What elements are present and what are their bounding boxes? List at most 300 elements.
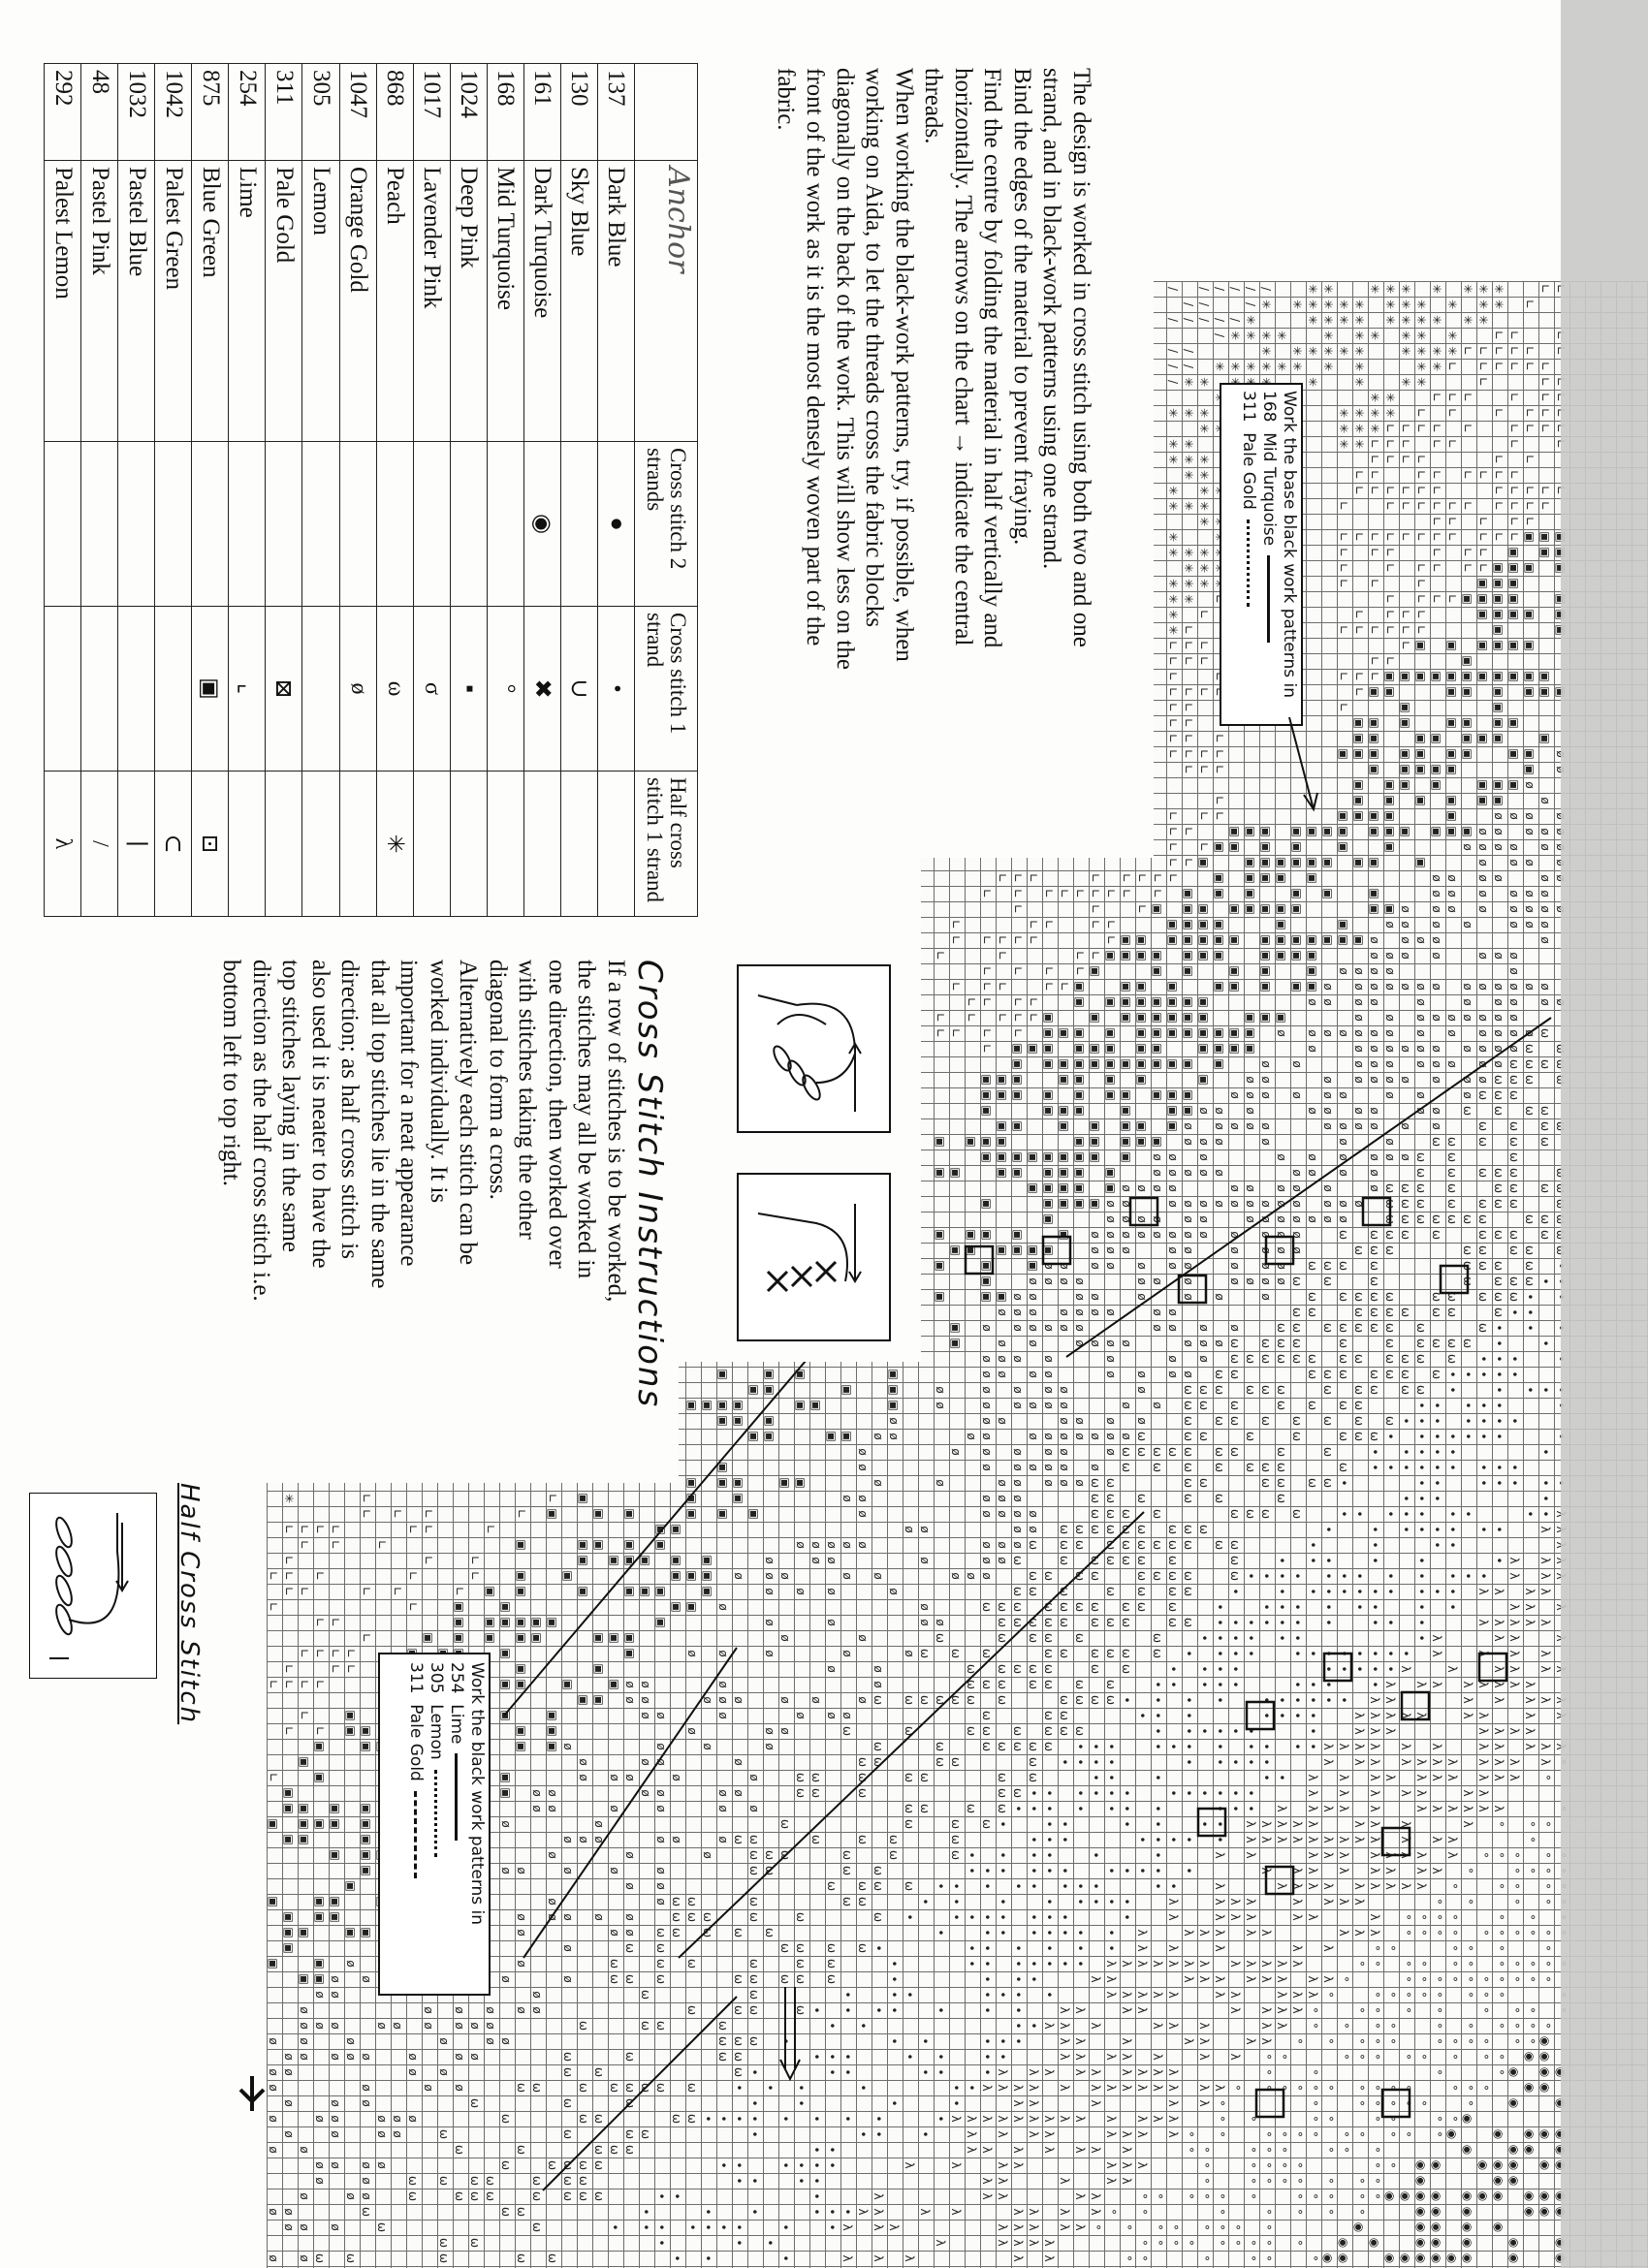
chart-stitch-symbol: ▣: [716, 1415, 730, 1427]
chart-stitch-symbol: ø: [1414, 1091, 1428, 1099]
chart-stitch-symbol: ω: [1182, 1415, 1195, 1427]
chart-stitch-symbol: •: [1306, 1681, 1319, 1688]
chart-stitch-symbol: ▣: [1492, 702, 1505, 713]
chart-stitch-symbol: ø: [778, 1634, 792, 1642]
chart-stitch-symbol: ø: [1321, 1076, 1335, 1084]
chart-stitch-symbol: ∟: [1430, 531, 1443, 543]
chart-stitch-symbol: ∟: [1492, 407, 1505, 419]
chart-stitch-symbol: °: [1492, 1852, 1505, 1858]
chart-stitch-symbol: ✳: [1166, 438, 1180, 450]
chart-stitch-symbol: ∟: [1368, 469, 1381, 481]
chart-stitch-symbol: ✳: [1321, 314, 1335, 326]
chart-stitch-symbol: ▣: [1027, 1182, 1040, 1194]
chart-stitch-symbol: ω: [515, 2252, 528, 2264]
chart-stitch-symbol: ▣: [1011, 1151, 1025, 1163]
chart-stitch-symbol: ◉: [1383, 2252, 1397, 2264]
chart-stitch-symbol: •: [1414, 1603, 1428, 1611]
chart-stitch-symbol: ∟: [1352, 485, 1366, 496]
chart-stitch-symbol: ▣: [1104, 996, 1118, 1008]
chart-stitch-symbol: ∟: [391, 1508, 404, 1520]
chart-stitch-symbol: ø: [1461, 1045, 1474, 1053]
chart-stitch-symbol: •: [996, 1898, 1009, 1906]
chart-stitch-symbol: ω: [1507, 1151, 1521, 1163]
chart-stitch-symbol: •: [1011, 2022, 1025, 2030]
chart-stitch-symbol: ∟: [1182, 764, 1195, 775]
chart-stitch-symbol: ω: [1042, 1648, 1056, 1659]
chart-stitch-symbol: °: [1383, 2162, 1397, 2168]
chart-stitch-symbol: ø: [701, 1743, 714, 1750]
chart-stitch-symbol: °: [1461, 1961, 1474, 1967]
chart-stitch-symbol: ▣: [1011, 1058, 1025, 1070]
chart-stitch-symbol: ◉: [1507, 2252, 1521, 2264]
chart-stitch-symbol: ∟: [1445, 407, 1459, 419]
chart-stitch-symbol: ▣: [965, 1229, 978, 1241]
chart-stitch-symbol: λ: [1306, 1975, 1319, 1983]
chart-stitch-symbol: •: [1027, 1913, 1040, 1921]
chart-stitch-symbol: •: [887, 2006, 901, 2014]
chart-stitch-symbol: •: [1290, 1634, 1304, 1642]
chart-stitch-symbol: ø: [1197, 1169, 1211, 1177]
chart-stitch-symbol: •: [1213, 1665, 1226, 1673]
chart-stitch-symbol: •: [1492, 1324, 1505, 1332]
chart-stitch-symbol: •: [1151, 1836, 1164, 1843]
chart-stitch-symbol: ∟: [422, 1524, 435, 1535]
chart-stitch-symbol: ø: [1476, 1029, 1490, 1037]
chart-stitch-symbol: •: [934, 1882, 947, 1890]
chart-stitch-symbol: •: [825, 2161, 839, 2169]
chart-stitch-symbol: ø: [1275, 1215, 1288, 1223]
chart-stitch-symbol: •: [1259, 1743, 1273, 1750]
chart-stitch-symbol: ▣: [1135, 1027, 1149, 1039]
chart-stitch-symbol: ▣: [1368, 857, 1381, 868]
chart-stitch-symbol: •: [1383, 1619, 1397, 1626]
chart-stitch-symbol: •: [980, 1882, 994, 1890]
chart-stitch-symbol: λ: [1476, 1681, 1490, 1688]
symbol-cross2: [192, 442, 229, 607]
chart-stitch-symbol: ω: [1492, 1182, 1505, 1194]
chart-stitch-symbol: ω: [484, 2190, 497, 2202]
chart-stitch-symbol: ◉: [1430, 2159, 1443, 2171]
chart-stitch-symbol: ✳: [1166, 578, 1180, 589]
chart-stitch-symbol: •: [1197, 1820, 1211, 1828]
chart-stitch-symbol: ▣: [1213, 872, 1226, 884]
chart-stitch-symbol: °: [1399, 2100, 1412, 2106]
chart-stitch-symbol: ø: [360, 2099, 373, 2107]
chart-stitch-symbol: °: [1461, 2038, 1474, 2044]
thread-number: 161: [523, 64, 560, 161]
chart-stitch-symbol: ø: [623, 1696, 637, 1704]
chart-stitch-symbol: ▣: [1445, 717, 1459, 729]
chart-stitch-symbol: °: [1523, 1961, 1537, 1967]
chart-stitch-symbol: ø: [422, 2022, 435, 2030]
chart-stitch-symbol: ø: [546, 1898, 559, 1906]
chart-stitch-symbol: ∟: [1337, 500, 1350, 512]
chart-stitch-symbol: λ: [1213, 1913, 1226, 1921]
chart-stitch-symbol: λ: [1430, 1681, 1443, 1688]
chart-stitch-symbol: ω: [996, 1617, 1009, 1628]
chart-stitch-symbol: •: [887, 1975, 901, 1983]
chart-stitch-symbol: ▣: [623, 1648, 637, 1659]
chart-stitch-symbol: ω: [1197, 1400, 1211, 1411]
chart-stitch-symbol: ω: [1135, 1586, 1149, 1597]
chart-stitch-symbol: ∟: [1507, 361, 1521, 372]
chart-stitch-symbol: ∟: [1166, 717, 1180, 729]
chart-stitch-symbol: ∟: [1337, 624, 1350, 636]
chart-stitch-symbol: ▣: [1228, 934, 1242, 946]
chart-stitch-symbol: λ: [1244, 1820, 1257, 1828]
chart-stitch-symbol: ▣: [1027, 1244, 1040, 1256]
chart-stitch-symbol: ω: [1430, 1213, 1443, 1225]
chart-stitch-symbol: λ: [996, 2223, 1009, 2231]
chart-stitch-symbol: λ: [1042, 2115, 1056, 2123]
chart-stitch-symbol: ∟: [1027, 1012, 1040, 1024]
chart-stitch-symbol: ø: [996, 1541, 1009, 1549]
chart-stitch-symbol: ω: [1430, 1369, 1443, 1380]
chart-stitch-symbol: •: [1135, 1712, 1149, 1719]
intro-line: diagonally on the back of the work. This will show less on the: [832, 68, 858, 670]
chart-stitch-symbol: ▣: [1120, 950, 1133, 961]
chart-stitch-symbol: •: [1430, 1402, 1443, 1409]
chart-stitch-symbol: ω: [996, 1772, 1009, 1783]
chart-stitch-symbol: •: [949, 1882, 963, 1890]
chart-stitch-symbol: ω: [980, 1648, 994, 1659]
chart-stitch-symbol: ω: [561, 2051, 575, 2063]
chart-stitch-symbol: λ: [1182, 1929, 1195, 1937]
chart-stitch-symbol: λ: [1027, 2099, 1040, 2107]
chart-stitch-symbol: ▣: [1523, 671, 1537, 682]
chart-stitch-symbol: ω: [903, 1818, 916, 1830]
chart-stitch-symbol: λ: [1399, 1758, 1412, 1766]
chart-stitch-symbol: ω: [685, 1911, 699, 1923]
chart-stitch-symbol: °: [1461, 1976, 1474, 1982]
chart-stitch-symbol: °: [1306, 2069, 1319, 2075]
chart-stitch-symbol: λ: [1244, 1929, 1257, 1937]
instruction-line: direction; as half cross stitch is: [336, 960, 364, 1259]
chart-stitch-symbol: ▣: [546, 1710, 559, 1721]
chart-stitch-symbol: ø: [1275, 1277, 1288, 1285]
chart-stitch-symbol: •: [1058, 1913, 1071, 1921]
callout-arrow-icon: [776, 1987, 814, 2084]
chart-stitch-symbol: ω: [1461, 1213, 1474, 1225]
chart-stitch-symbol: °: [1089, 2224, 1102, 2230]
chart-stitch-symbol: •: [701, 2223, 714, 2231]
chart-stitch-symbol: ▣: [360, 1803, 373, 1814]
chart-stitch-symbol: ø: [763, 1588, 776, 1595]
chart-stitch-symbol: ø: [344, 2037, 358, 2045]
chart-stitch-symbol: •: [1492, 1386, 1505, 1394]
chart-stitch-symbol: ω: [1476, 1198, 1490, 1210]
chart-stitch-symbol: ▣: [1058, 1027, 1071, 1039]
chart-stitch-symbol: ω: [1228, 1400, 1242, 1411]
chart-stitch-symbol: ω: [949, 1849, 963, 1861]
chart-stitch-symbol: ▣: [887, 1384, 901, 1396]
chart-stitch-symbol: λ: [1290, 1960, 1304, 1968]
chart-stitch-symbol: °: [1197, 2147, 1211, 2153]
chart-stitch-symbol: °: [1383, 2100, 1397, 2106]
chart-stitch-symbol: ▣: [329, 1849, 342, 1861]
chart-stitch-symbol: ▣: [546, 1617, 559, 1628]
chart-stitch-symbol: ▣: [1213, 950, 1226, 961]
chart-stitch-symbol: ▣: [763, 1415, 776, 1427]
chart-stitch-symbol: ▣: [1399, 671, 1412, 682]
chart-stitch-symbol: ø: [980, 1464, 994, 1471]
chart-stitch-symbol: ω: [1414, 1167, 1428, 1179]
chart-stitch-symbol: •: [1275, 1572, 1288, 1580]
chart-stitch-symbol: °: [1306, 2131, 1319, 2137]
chart-stitch-symbol: ø: [856, 1510, 870, 1518]
chart-stitch-symbol: •: [1352, 1603, 1366, 1611]
chart-stitch-symbol: λ: [1120, 2146, 1133, 2154]
chart-stitch-symbol: •: [778, 2161, 792, 2169]
chart-stitch-symbol: ▣: [1383, 903, 1397, 915]
chart-stitch-symbol: ▣: [1476, 733, 1490, 744]
chart-stitch-symbol: •: [996, 1820, 1009, 1828]
chart-stitch-symbol: •: [1275, 1557, 1288, 1564]
chart-stitch-symbol: ω: [1244, 1353, 1257, 1365]
chart-stitch-symbol: ω: [1275, 1384, 1288, 1396]
chart-stitch-symbol: ω: [996, 1679, 1009, 1690]
chart-stitch-symbol: ø: [1166, 1231, 1180, 1239]
chart-stitch-symbol: ✳: [1197, 376, 1211, 388]
chart-stitch-symbol: λ: [1213, 1929, 1226, 1937]
chart-stitch-symbol: ω: [1011, 1586, 1025, 1597]
chart-stitch-symbol: ω: [1368, 1307, 1381, 1318]
chart-stitch-symbol: •: [1182, 1696, 1195, 1704]
chart-stitch-symbol: λ: [1523, 1743, 1537, 1750]
chart-stitch-symbol: ∟: [406, 1570, 420, 1582]
chart-stitch-symbol: ◉: [1507, 2237, 1521, 2249]
chart-stitch-symbol: ø: [282, 2208, 296, 2216]
chart-stitch-symbol: °: [1430, 2023, 1443, 2029]
chart-stitch-symbol: •: [1259, 1696, 1273, 1704]
chart-stitch-symbol: ✳: [1259, 376, 1273, 388]
chart-stitch-symbol: •: [1104, 1758, 1118, 1766]
chart-stitch-symbol: ▣: [577, 1586, 590, 1597]
chart-stitch-symbol: °: [1244, 2178, 1257, 2184]
chart-stitch-symbol: ▣: [1182, 934, 1195, 946]
chart-stitch-symbol: ∟: [1476, 469, 1490, 481]
chart-stitch-symbol: ø: [1476, 952, 1490, 960]
chart-stitch-symbol: ω: [1089, 1477, 1102, 1489]
chart-stitch-symbol: ø: [1523, 859, 1537, 866]
chart-stitch-symbol: °: [1383, 1945, 1397, 1951]
chart-stitch-symbol: ø: [1135, 1293, 1149, 1301]
chart-stitch-symbol: λ: [1492, 1727, 1505, 1735]
chart-stitch-symbol: ∟: [1414, 469, 1428, 481]
chart-stitch-symbol: ø: [1507, 921, 1521, 929]
chart-stitch-symbol: ∟: [1352, 671, 1366, 682]
chart-stitch-symbol: ω: [1073, 1570, 1087, 1582]
chart-stitch-symbol: ▣: [685, 1570, 699, 1582]
chart-stitch-symbol: ω: [453, 2144, 466, 2156]
chart-stitch-symbol: λ: [1011, 2223, 1025, 2231]
chart-stitch-symbol: •: [685, 2223, 699, 2231]
chart-stitch-symbol: ø: [1104, 1200, 1118, 1208]
chart-stitch-symbol: ø: [1383, 983, 1397, 991]
chart-stitch-symbol: ω: [654, 1942, 668, 1954]
chart-stitch-symbol: ω: [1042, 1710, 1056, 1721]
chart-stitch-symbol: ω: [1058, 1555, 1071, 1566]
chart-stitch-symbol: ▣: [546, 1741, 559, 1752]
chart-stitch-symbol: •: [980, 1975, 994, 1983]
chart-stitch-symbol: °: [1337, 2147, 1350, 2153]
chart-stitch-symbol: ▣: [1089, 1120, 1102, 1132]
chart-stitch-symbol: ✳: [1306, 283, 1319, 295]
chart-stitch-symbol: ω: [1259, 1415, 1273, 1427]
chart-stitch-symbol: ▣: [1151, 996, 1164, 1008]
chart-stitch-symbol: ω: [468, 2190, 482, 2202]
chart-stitch-symbol: ω: [1321, 1384, 1335, 1396]
chart-stitch-symbol: ø: [1337, 1215, 1350, 1223]
chart-stitch-symbol: λ: [1445, 1851, 1459, 1859]
chart-stitch-symbol: ø: [406, 2053, 420, 2061]
chart-stitch-symbol: ▣: [1135, 950, 1149, 961]
chart-stitch-symbol: •: [1166, 1743, 1180, 1750]
chart-stitch-symbol: ω: [1461, 1338, 1474, 1349]
chart-stitch-symbol: ▣: [608, 1555, 621, 1566]
chart-stitch-symbol: ω: [1259, 1353, 1273, 1365]
chart-stitch-symbol: λ: [980, 2084, 994, 2092]
chart-stitch-symbol: ø: [1011, 1308, 1025, 1316]
chart-stitch-symbol: ▣: [623, 1539, 637, 1551]
chart-stitch-symbol: •: [949, 1913, 963, 1921]
chart-stitch-symbol: ▣: [716, 1400, 730, 1411]
chart-stitch-symbol: ✳: [1197, 562, 1211, 574]
chart-stitch-symbol: λ: [1259, 1975, 1273, 1983]
chart-stitch-symbol: ▣: [1523, 748, 1537, 760]
symbol-cross1: [302, 607, 339, 772]
chart-stitch-symbol: λ: [1259, 1820, 1273, 1828]
chart-stitch-symbol: ω: [1182, 1384, 1195, 1396]
chart-stitch-symbol: ◉: [1399, 2190, 1412, 2202]
chart-stitch-symbol: ø: [360, 2084, 373, 2092]
chart-stitch-symbol: ∟: [1476, 531, 1490, 543]
chart-stitch-symbol: •: [732, 2115, 745, 2123]
chart-stitch-symbol: ø: [1476, 874, 1490, 882]
chart-stitch-symbol: ω: [437, 2237, 451, 2249]
chart-stitch-symbol: ø: [778, 1696, 792, 1704]
chart-stitch-symbol: ▣: [1027, 1043, 1040, 1055]
chart-stitch-symbol: ▣: [840, 1384, 854, 1396]
chart-stitch-symbol: ω: [1182, 1477, 1195, 1489]
chart-stitch-symbol: •: [1073, 1898, 1087, 1906]
chart-stitch-symbol: ø: [1352, 1076, 1366, 1084]
chart-stitch-symbol: ø: [1197, 1355, 1211, 1363]
chart-stitch-symbol: ω: [1507, 1276, 1521, 1287]
chart-stitch-symbol: ▣: [1073, 1027, 1087, 1039]
chart-stitch-symbol: ▣: [1166, 1089, 1180, 1101]
chart-stitch-symbol: ω: [1275, 1462, 1288, 1473]
chart-stitch-symbol: ω: [1027, 1663, 1040, 1675]
chart-stitch-symbol: ▣: [530, 1632, 544, 1644]
chart-stitch-symbol: λ: [1228, 1913, 1242, 1921]
chart-stitch-symbol: ø: [1461, 1014, 1474, 1022]
chart-stitch-symbol: ▣: [313, 1973, 327, 1985]
chart-stitch-symbol: ω: [1523, 1043, 1537, 1055]
chart-stitch-symbol: ▣: [1011, 1074, 1025, 1086]
chart-stitch-symbol: /: [1213, 332, 1226, 338]
chart-stitch-symbol: ω: [1523, 1276, 1537, 1287]
chart-stitch-symbol: ◉: [1538, 2159, 1552, 2171]
chart-stitch-symbol: λ: [1368, 1727, 1381, 1735]
chart-stitch-symbol: ω: [1089, 1663, 1102, 1675]
chart-stitch-symbol: λ: [1352, 1743, 1366, 1750]
chart-stitch-symbol: °: [1244, 2147, 1257, 2153]
chart-stitch-symbol: ▣: [546, 1725, 559, 1737]
chart-stitch-symbol: ▣: [282, 1834, 296, 1845]
callout-item: 254 Lime: [446, 1662, 466, 1987]
chart-stitch-symbol: ø: [1027, 1526, 1040, 1533]
chart-stitch-symbol: ∟: [1538, 376, 1552, 388]
chart-stitch-symbol: ø: [1244, 1091, 1257, 1099]
chart-stitch-symbol: ▣: [1507, 717, 1521, 729]
chart-stitch-symbol: ∟: [1337, 562, 1350, 574]
chart-stitch-symbol: •: [1027, 1882, 1040, 1890]
chart-stitch-symbol: ∟: [375, 1539, 389, 1551]
chart-stitch-symbol: ω: [1306, 1260, 1319, 1272]
chart-stitch-symbol: ø: [1213, 1293, 1226, 1301]
chart-stitch-symbol: λ: [996, 2084, 1009, 2092]
chart-stitch-symbol: ø: [732, 1758, 745, 1766]
chart-stitch-symbol: λ: [1368, 1882, 1381, 1890]
chart-stitch-symbol: ω: [468, 2175, 482, 2187]
chart-stitch-symbol: ø: [1166, 1184, 1180, 1192]
chart-stitch-symbol: λ: [1290, 1898, 1304, 1906]
thread-number: 292: [45, 64, 81, 161]
chart-stitch-symbol: •: [1445, 1370, 1459, 1378]
chart-stitch-symbol: °: [1290, 2178, 1304, 2184]
chart-stitch-symbol: ø: [437, 2068, 451, 2076]
chart-stitch-symbol: ▣: [1073, 1089, 1087, 1101]
chart-stitch-symbol: ø: [1197, 1138, 1211, 1146]
chart-stitch-symbol: ▣: [499, 1648, 513, 1659]
chart-stitch-symbol: ∟: [1089, 903, 1102, 915]
chart-stitch-symbol: ø: [623, 1774, 637, 1781]
chart-stitch-symbol: •: [732, 2084, 745, 2092]
chart-stitch-symbol: ω: [1492, 1307, 1505, 1318]
symbol-cross2: [560, 442, 597, 607]
chart-stitch-symbol: ▣: [1120, 1012, 1133, 1024]
chart-stitch-symbol: °: [1538, 1945, 1552, 1951]
chart-stitch-symbol: °: [1352, 2007, 1366, 2013]
chart-stitch-symbol: ▣: [1306, 981, 1319, 992]
chart-stitch-symbol: ◉: [1414, 2190, 1428, 2202]
chart-stitch-symbol: ∟: [949, 1027, 963, 1039]
chart-stitch-symbol: ω: [1352, 1415, 1366, 1427]
chart-stitch-symbol: •: [1414, 1588, 1428, 1595]
chart-stitch-symbol: ∟: [1182, 826, 1195, 837]
chart-stitch-symbol: ø: [1197, 1231, 1211, 1239]
chart-stitch-symbol: °: [1507, 1899, 1521, 1905]
chart-stitch-symbol: •: [1089, 1882, 1102, 1890]
chart-stitch-symbol: ø: [1306, 1045, 1319, 1053]
chart-stitch-symbol: •: [1259, 1572, 1273, 1580]
chart-stitch-symbol: ø: [1228, 1277, 1242, 1285]
chart-stitch-symbol: ω: [872, 1741, 885, 1752]
chart-stitch-symbol: °: [1337, 1976, 1350, 1982]
chart-stitch-symbol: ø: [685, 1727, 699, 1735]
dashed-line-swatch: [415, 1791, 418, 1878]
chart-stitch-symbol: ø: [1104, 1308, 1118, 1316]
chart-stitch-symbol: λ: [1120, 2161, 1133, 2169]
chart-stitch-symbol: ø: [1523, 905, 1537, 913]
instruction-line: the stitches may all be worked in: [573, 960, 600, 1279]
chart-stitch-symbol: ▣: [1058, 1151, 1071, 1163]
chart-stitch-symbol: /: [1213, 286, 1226, 292]
chart-stitch-symbol: ∟: [1430, 562, 1443, 574]
chart-stitch-symbol: ▣: [732, 1415, 745, 1427]
chart-stitch-symbol: ∟: [980, 996, 994, 1008]
